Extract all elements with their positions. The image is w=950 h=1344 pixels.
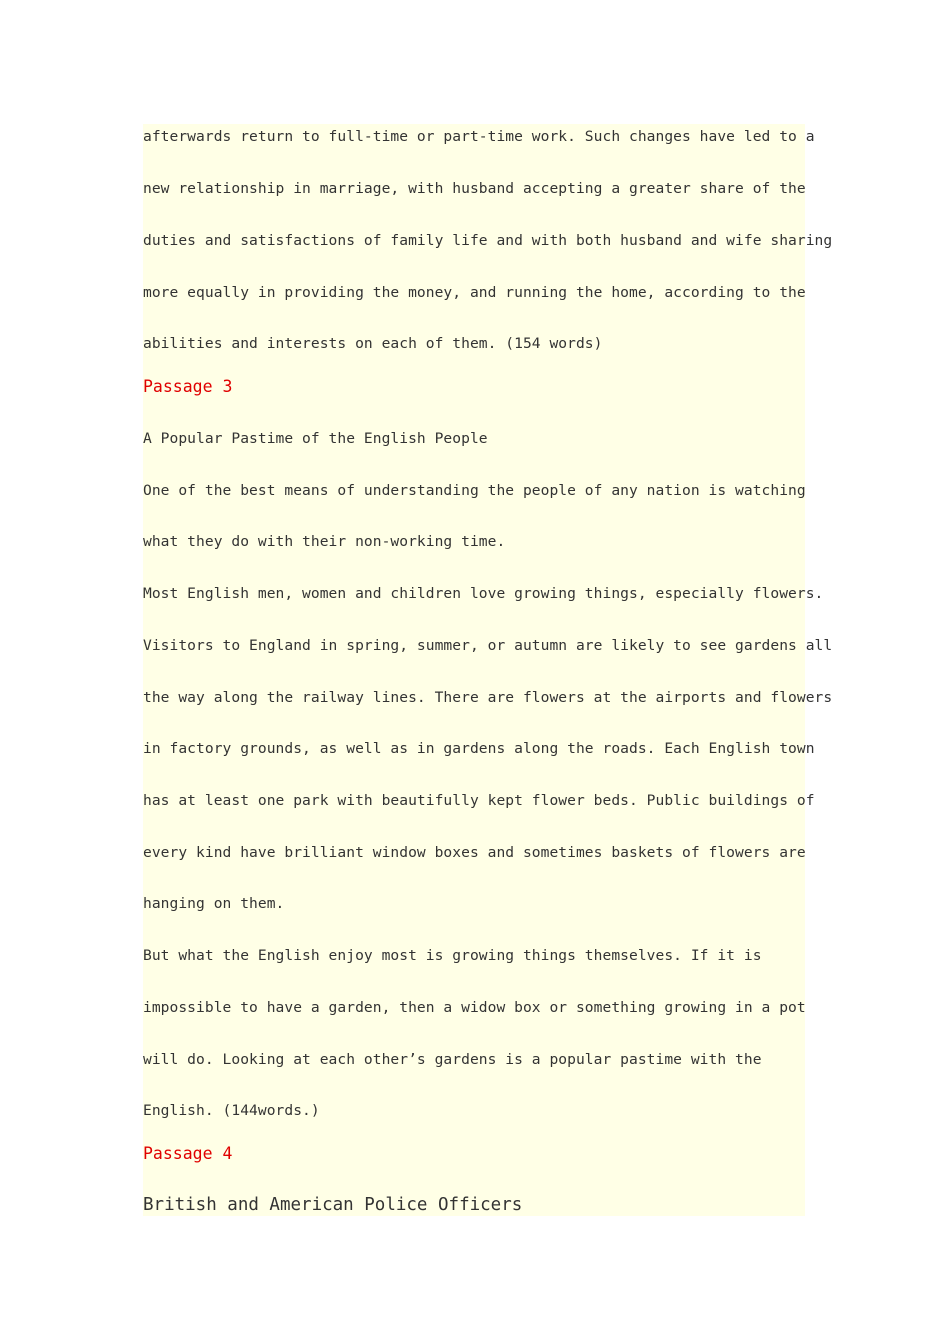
passage-4-title: British and American Police Officers — [143, 1195, 523, 1215]
paragraph-line: English. (144words.) — [143, 1102, 320, 1119]
paragraph-line: afterwards return to full-time or part-time work. Such changes have led to a — [143, 128, 815, 145]
paragraph-line: every kind have brilliant window boxes and sometimes baskets of flowers are — [143, 844, 806, 861]
paragraph-line: has at least one park with beautifully kept flower beds. Public buildings of — [143, 792, 815, 809]
paragraph-line: more equally in providing the money, and running the home, according to the — [143, 284, 806, 301]
passage-4-heading: Passage 4 — [143, 1144, 233, 1163]
paragraph-line: what they do with their non-working time. — [143, 533, 506, 550]
paragraph-line: abilities and interests on each of them. (154 words) — [143, 335, 603, 352]
paragraph-line: will do. Looking at each other’s gardens is a popular pastime with the — [143, 1051, 762, 1068]
passage-3-title: A Popular Pastime of the English People — [143, 430, 488, 447]
paragraph-line: duties and satisfactions of family life and with both husband and wife sharing — [143, 232, 833, 249]
paragraph-line: Most English men, women and children love growing things, especially flowers. — [143, 585, 824, 602]
paragraph-line: One of the best means of understanding the people of any nation is watching — [143, 482, 806, 499]
passage-3-heading: Passage 3 — [143, 377, 233, 396]
paragraph-line: hanging on them. — [143, 895, 285, 912]
paragraph-line: impossible to have a garden, then a widow box or something growing in a pot — [143, 999, 806, 1016]
paragraph-line: the way along the railway lines. There are flowers at the airports and flowers — [143, 689, 833, 706]
paragraph-line: in factory grounds, as well as in gardens along the roads. Each English town — [143, 740, 815, 757]
paragraph-line: new relationship in marriage, with husband accepting a greater share of the — [143, 180, 806, 197]
paragraph-line: But what the English enjoy most is growing things themselves. If it is — [143, 947, 762, 964]
paragraph-line: Visitors to England in spring, summer, or autumn are likely to see gardens all — [143, 637, 833, 654]
